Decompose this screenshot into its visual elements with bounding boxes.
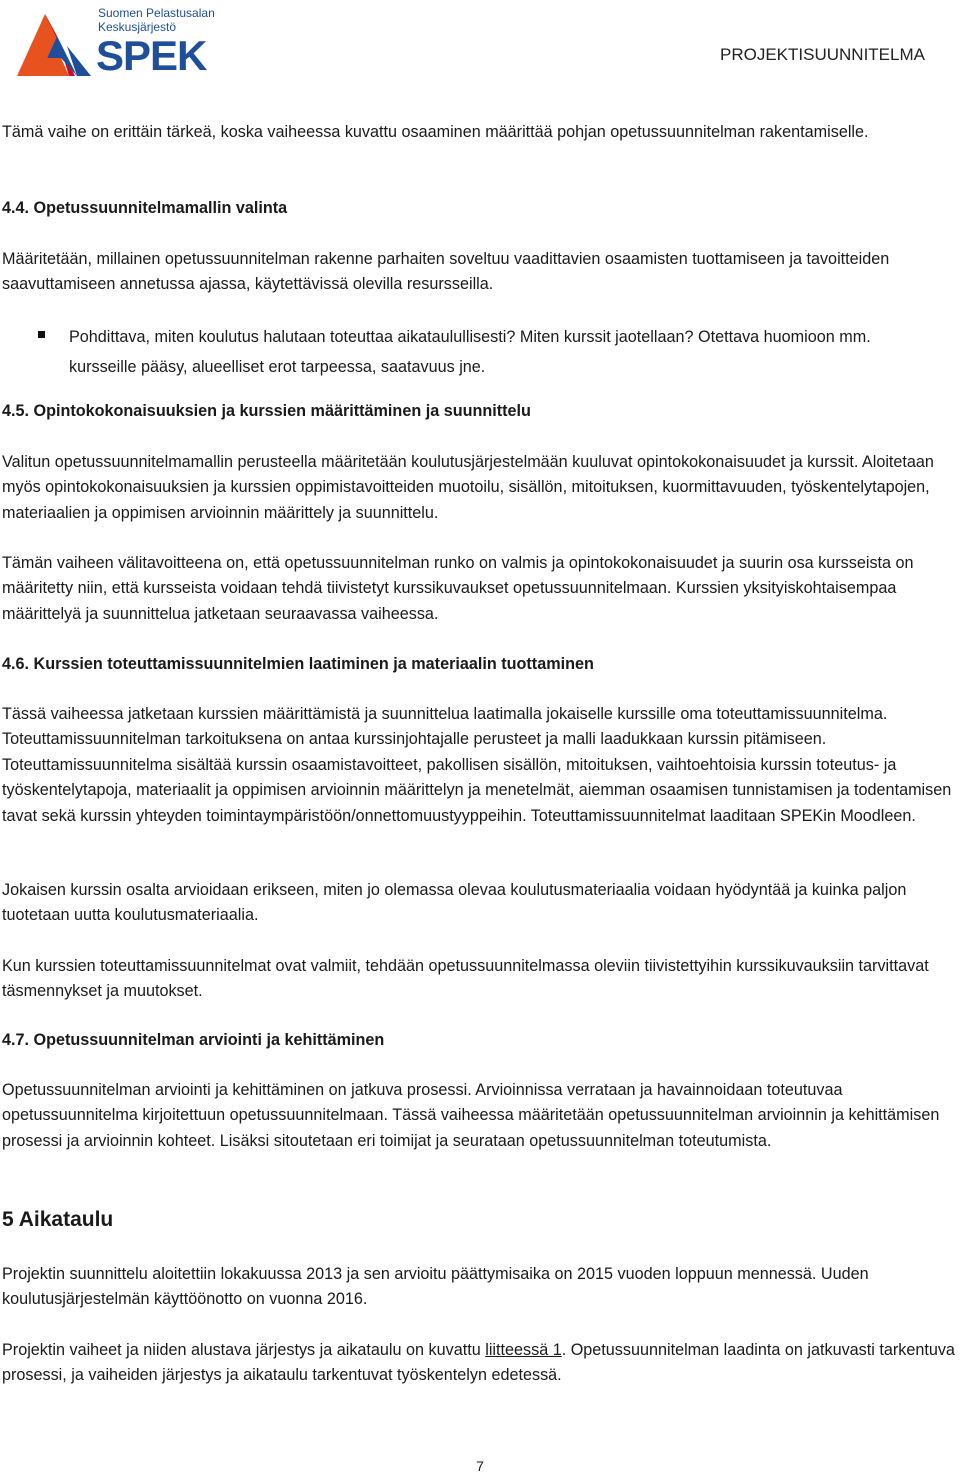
section-5-text-2-start: Projektin vaiheet ja niiden alustava järjestys ja aikataulu on kuvattu <box>2 1341 486 1359</box>
page-number: 7 <box>476 1458 484 1474</box>
logo-name: SPEK <box>96 32 207 79</box>
appendix-1-link[interactable]: liitteessä 1 <box>485 1341 562 1359</box>
section-4-7-heading: 4.7. Opetussuunnitelman arviointi ja kehittäminen <box>2 1031 385 1049</box>
section-4-7-paragraph <box>2 1078 958 1154</box>
bullet-text: Pohdittava, miten koulutus halutaan toteuttaa aikataulullisesti? Miten kurssit jaotellaan? Otettava huomioon mm. kursseille pääsy, alueelliset erot tarpeessa, saatavuus jne. <box>69 328 871 376</box>
section-4-6-heading: 4.6. Kurssien toteuttamissuunnitelmien laatiminen ja materiaalin tuottaminen <box>2 655 594 673</box>
section-4-6-paragraph-1 <box>2 702 958 829</box>
logo-line-1: Suomen Pelastusalan <box>98 6 215 20</box>
section-4-6-text-3: Kun kurssien toteuttamissuunnitelmat ovat valmiit, tehdään opetussuunnitelmassa oleviin tiivistettyihin kurssikuvauksiin tarvittavat täsmennykset ja muutokset. <box>2 957 929 1001</box>
logo-line-2: Keskusjärjestö <box>98 20 177 34</box>
section-5-text-1: Projektin suunnittelu aloitettiin lokakuussa 2013 ja sen arvioitu päättymisaika on 2015 vuoden loppuun mennessä. Uuden koulutusjärjestelmän käyttöönotto on vuonna 2016. <box>2 1265 869 1309</box>
section-4-4-heading: 4.4. Opetussuunnitelmamallin valinta <box>2 199 288 217</box>
section-5-heading: 5 Aikataulu <box>2 1208 114 1231</box>
section-4-6-text-2: Jokaisen kurssin osalta arvioidaan erikseen, miten jo olemassa olevaa koulutusmateriaalia voidaan hyödyntää ja kuinka paljon tuotetaan uutta koulutusmateriaalia. <box>2 881 907 925</box>
section-4-5-paragraph-1 <box>2 450 958 526</box>
section-4-5-paragraph-2 <box>2 551 958 627</box>
section-4-5-heading: 4.5. Opintokokonaisuuksien ja kurssien määrittäminen ja suunnittelu <box>2 402 531 420</box>
intro-text: Tämä vaihe on erittäin tärkeä, koska vaiheessa kuvattu osaaminen määrittää pohjan opetussuunnitelman rakentamiselle. <box>2 123 869 141</box>
section-4-7-text: Opetussuunnitelman arviointi ja kehittäminen on jatkuva prosessi. Arvioinnissa verrataan ja havainnoidaan toteutuvaa opetussuunnitelma kirjoitettuun opetussuunnitelmaan. Tässä vaiheessa määritetään opetussuunnitelman arvioinnin ja kehittämisen prosessi ja arvioinnin kohteet. Lisäksi sitoutetaan eri toimijat ja seurataan opetussuunnitelman toteutumista. <box>2 1081 940 1150</box>
document-title: PROJEKTISUUNNITELMA <box>720 45 925 64</box>
section-4-6-paragraph-3 <box>2 954 958 1005</box>
section-5-paragraph-2 <box>2 1338 958 1389</box>
section-4-4-text: Määritetään, millainen opetussuunnitelman rakenne parhaiten soveltuu vaadittavien osaamisten tuottamiseen ja tavoitteiden saavuttamiseen annetussa ajassa, käytettävissä olevilla resursseilla. <box>2 250 890 294</box>
section-4-5-text-1: Valitun opetussuunnitelmamallin perusteella määritetään koulutusjärjestelmään kuuluvat opintokokonaisuudet ja kurssit. Aloitetaan myös opintokokonaisuuksien ja kurssien oppimistavoitteiden muotoilu, sisällön, mitoituksen, kuormittavuuden, työskentelytapojen, materiaalien ja oppimisen arvioinnin määrittely ja suunnittelu. <box>2 453 934 522</box>
section-4-5-text-2: Tämän vaiheen välitavoitteena on, että opetussuunnitelman runko on valmis ja opintokokonaisuudet ja suurin osa kursseista on määritetty niin, että kursseista voidaan tehdä tiivistetyt kurssikuvaukset opetussuunnitelmaan. Kurssien yksityiskohtaisempaa määrittelyä ja suunnittelua jatketaan seuraavassa vaiheessa. <box>2 554 914 623</box>
section-4-6-paragraph-2 <box>2 878 958 929</box>
section-5-text-2 <box>2 1338 958 1389</box>
section-5-paragraph-1 <box>2 1262 958 1313</box>
intro-paragraph <box>2 120 958 145</box>
section-4-4-paragraph <box>2 247 958 298</box>
square-bullet-icon <box>38 331 45 338</box>
section-5-text-2-end: . Opetussuunnitelman laadinta on jatkuvasti tarkentuva prosessi, ja vaiheiden järjestys ja aikataulu tarkentuvat työskentelyn edetessä. <box>2 1341 955 1385</box>
section-4-6-text-1: Tässä vaiheessa jatketaan kurssien määrittämistä ja suunnittelua laatimalla jokaiselle kurssille oma toteuttamissuunnitelma. Toteuttamissuunnitelman tarkoituksena on antaa kurssinjohtajalle perusteet ja malli laadukkaan kurssin pitämiseen. Toteuttamissuunnitelma sisältää kurssin osaamistavoitteet, pakollisen sisällön, mitoituksen, vaihtoehtoisia kurssin toteutus- ja työskentelytapoja, materiaalit ja oppimisen arvioinnin määrittelyn ja menetelmät, aiemman osaamisen tunnistamisen ja todentamisen tavat sekä kurssin yhteyden toimintaympäristöön/onnettomuustyyppeihin. Toteuttamissuunnitelmat laaditaan SPEKin Moodleen. <box>2 705 952 825</box>
